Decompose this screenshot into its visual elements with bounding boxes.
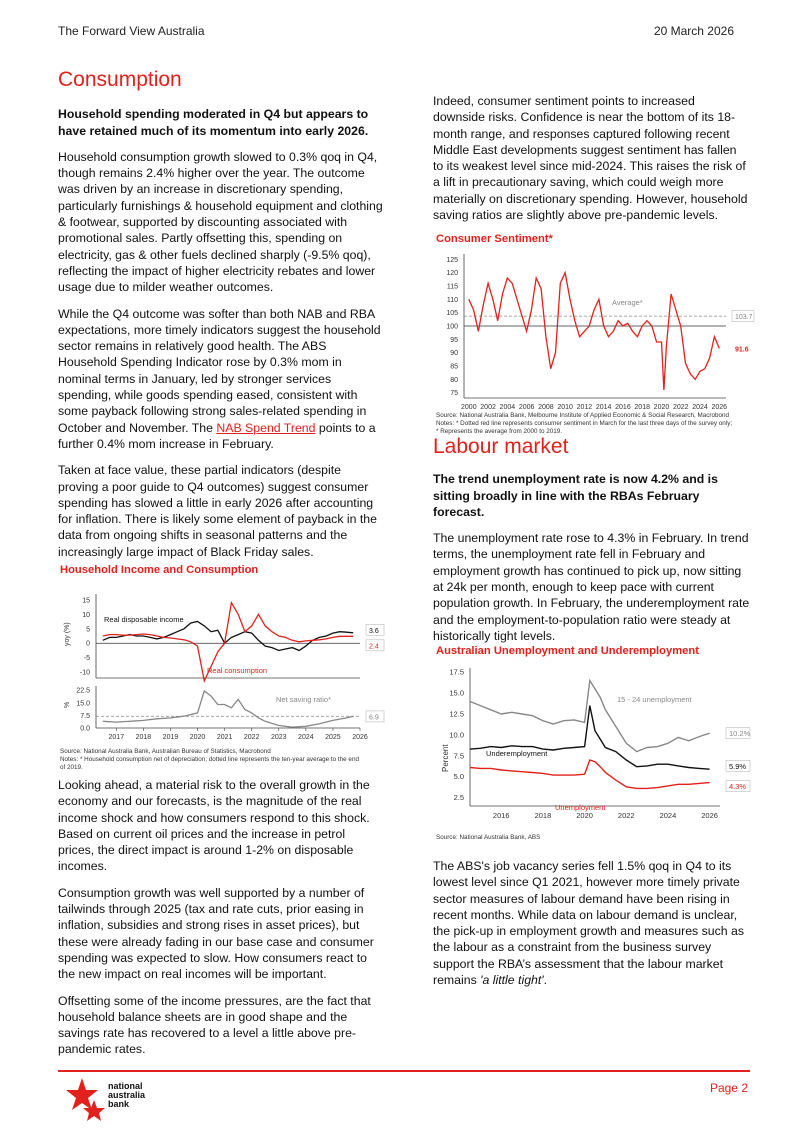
chart-title: Household Income and Consumption xyxy=(60,564,259,576)
paragraph-text: . xyxy=(543,973,548,988)
nab-wordmark: national australia bank xyxy=(108,1081,146,1109)
x-tick-label: 2004 xyxy=(499,404,516,410)
consumption-lead: Household spending moderated in Q4 but appears to have retained much of its momentum into early 2026. xyxy=(58,107,369,138)
left-column-lower xyxy=(58,777,383,1068)
end-value-consumption: 2.4 xyxy=(369,643,379,651)
average-label: Average* xyxy=(612,298,643,307)
consumption-paragraph: Household consumption growth slowed to 0.3% qoq in Q4, though remains 2.4% higher over the year. The outcome was driven by an increase in discretionary spending, particularly furnishings & household equipment and clothing & footwear, supported by discounting associated with promotional sales. Partly offsetting this, spending on electricity, gas & other fuels declined sharply (-9.5% qoq), reflecting the impact of higher electricity rebates and lower usage due to milder weather outcomes. xyxy=(58,149,383,295)
y-tick-label: 10 xyxy=(82,611,90,619)
end-value-sentiment: 91.6 xyxy=(735,346,749,354)
x-tick-label: 2008 xyxy=(538,404,554,410)
series-label-income: Real disposable income xyxy=(104,615,184,624)
quote-text: 'a little tight' xyxy=(480,973,544,988)
x-tick-label: 2002 xyxy=(480,404,496,410)
unemployment-chart xyxy=(436,645,756,842)
y-tick-label: 75 xyxy=(450,390,458,398)
x-tick-label: 2026 xyxy=(352,734,368,741)
consumption-paragraph: Looking ahead, a material risk to the overall growth in the economy and our forecasts, is the magnitude of the real income shock and how consumers respond to this shock. Based on current oil prices and the increase in petrol prices, the direct impact is around 1-2% on disposable incomes. xyxy=(58,778,370,874)
x-tick-label: 2026 xyxy=(711,404,728,410)
y-tick-label: 7.5 xyxy=(80,712,90,720)
x-tick-label: 2018 xyxy=(634,404,650,410)
y-axis-label: % xyxy=(64,701,71,708)
end-value-underemployment: 5.9% xyxy=(729,761,747,771)
labour-heading: Labour market xyxy=(433,435,569,458)
chart-source: Source: National Australia Bank, Melbourne Institute of Applied Economic & Social Research, Macrobond xyxy=(436,412,729,419)
series-line xyxy=(470,760,710,788)
chart-notes: Notes: * Dotted red line represents consumer sentiment in March for the last three days of the survey only; * Represents the average from 2000 to 2019. xyxy=(436,420,733,435)
page-number: Page 2 xyxy=(709,1081,748,1095)
y-tick-label: 120 xyxy=(446,270,458,278)
household-chart-svg xyxy=(60,578,390,746)
publication-date: 20 March 2026 xyxy=(653,24,734,38)
paragraph-text: points to a further 0.4% mom increase in February. xyxy=(58,420,376,451)
y-tick-label: 15 xyxy=(82,597,90,605)
chart-source: Source: National Australia Bank, ABS xyxy=(436,834,541,841)
y-axis-label: yoy (%) xyxy=(64,622,71,646)
x-tick-label: 2006 xyxy=(518,404,535,410)
chart-notes: Notes: * Household consumption net of depreciation; dotted line represents the ten-year average to the end of 2019. xyxy=(60,756,359,771)
footer-rule xyxy=(58,1070,750,1072)
publication-title: The Forward View Australia xyxy=(58,24,205,38)
x-tick-label: 2018 xyxy=(534,811,552,820)
paragraph-text: The ABS's job vacancy series fell 1.5% qoq in Q4 to its lowest level since Q1 2021, however more timely private sector measures of labour demand have been rising in recent months. While data on labour demand is unclear, the pick-up in employment growth and measures such as the labour as a constraint from the business survey support the RBA’s assessment that the labour market remains xyxy=(433,859,744,988)
labour-section xyxy=(433,435,753,654)
x-tick-label: 2022 xyxy=(617,811,635,820)
chart-title: Australian Unemployment and Underemployment xyxy=(436,645,699,657)
x-tick-label: 2016 xyxy=(615,404,631,410)
x-tick-label: 2023 xyxy=(270,734,287,741)
x-tick-label: 2024 xyxy=(692,404,708,410)
y-tick-label: 22.5 xyxy=(76,687,90,695)
x-tick-label: 2024 xyxy=(298,734,314,741)
y-tick-label: 5 xyxy=(86,626,90,634)
y-tick-label: 5.0 xyxy=(453,772,464,782)
y-tick-label: 105 xyxy=(446,310,458,318)
end-value-income: 3.6 xyxy=(369,627,379,635)
consumption-paragraph: Consumption growth was well supported by a number of tailwinds through 2025 (tax and rate cuts, prior easing in inflation, subsidies and strong rises in asset prices), but these were already fading in our base case and consumer spending was expected to slow. How consumers react to the new impact on real incomes will be important. xyxy=(58,885,374,982)
unemployment-chart-svg xyxy=(436,660,756,830)
series-label-consumption: Real consumption xyxy=(207,666,268,675)
end-value-youth: 10.2% xyxy=(729,729,751,739)
y-tick-label: 80 xyxy=(450,376,458,384)
series-label-underemployment: Underemployment xyxy=(486,749,548,758)
consumption-paragraph: Indeed, consumer sentiment points to increased downside risks. Confidence is near the bottom of its 18-month range, and responses captured following recent Middle East developments suggest sentiment has fallen to its weakest level since mid-2024. This raises the risk of a lift in precautionary saving, which could weigh more materially on discretionary spending. However, household saving ratios are slightly above pre-pandemic levels. xyxy=(433,94,748,223)
x-tick-label: 2022 xyxy=(243,734,260,741)
x-tick-label: 2025 xyxy=(325,734,341,741)
y-tick-label: 100 xyxy=(446,323,458,331)
y-tick-label: 90 xyxy=(450,350,458,358)
labour-paragraph: The unemployment rate rose to 4.3% in February. In trend terms, the unemployment rate fell in February and employment growth has continued to pick up, now sitting at 24k per month, enough to keep pace with current population growth. In February, the underemployment rate and the employment-to-population ratio were steady at historically tight levels. xyxy=(433,531,750,643)
y-tick-label: 95 xyxy=(450,336,458,344)
x-tick-label: 2020 xyxy=(576,811,593,820)
chart-source: Source: National Australia Bank, Australian Bureau of Statistics, Macrobond xyxy=(60,748,271,755)
x-tick-label: 2017 xyxy=(108,734,125,741)
end-value-unemployment: 4.3% xyxy=(729,781,747,791)
consumption-paragraph: Offsetting some of the income pressures, are the fact that household balance sheets are in good shape and the savings rate has recovered to a level a little above pre-pandemic rates. xyxy=(58,993,371,1057)
series-line xyxy=(469,273,720,390)
series-label-unemployment: Unemployment xyxy=(555,803,606,812)
series-line xyxy=(470,681,710,752)
series-label-youth: 15 - 24 unemployment xyxy=(617,695,692,704)
chart-title: Consumer Sentiment* xyxy=(436,233,553,245)
y-tick-label: 15.0 xyxy=(449,688,464,698)
series-label-saving: Net saving ratio* xyxy=(276,695,332,704)
x-tick-label: 2000 xyxy=(461,404,477,410)
y-tick-label: 85 xyxy=(450,363,458,371)
y-tick-label: 12.5 xyxy=(449,709,464,719)
sentiment-chart xyxy=(436,233,756,436)
x-tick-label: 2020 xyxy=(189,734,206,741)
y-tick-label: 125 xyxy=(446,256,458,264)
labour-paragraph xyxy=(433,858,753,988)
consumption-heading: Consumption xyxy=(58,68,182,91)
x-tick-label: 2019 xyxy=(162,734,179,741)
x-tick-label: 2022 xyxy=(672,404,689,410)
consumption-paragraph xyxy=(58,306,383,453)
labour-section-lower xyxy=(433,858,753,998)
nab-logo xyxy=(64,1076,154,1127)
y-tick-label: 15.0 xyxy=(76,700,90,708)
x-tick-label: 2010 xyxy=(557,404,573,410)
x-tick-label: 2020 xyxy=(653,404,670,410)
y-tick-label: 2.5 xyxy=(453,793,464,803)
y-tick-label: 17.5 xyxy=(449,667,464,677)
consumption-paragraph: Taken at face value, these partial indicators (despite proving a poor guide to Q4 outcomes) suggest consumer spending has slowed a little in early 2026 after accounting for inflation. There is likely some element of payback in the data from ongoing shifts in seasonal patterns and the increasingly large impact of Black Friday sales. xyxy=(58,463,377,559)
end-value-avg: 103.7 xyxy=(735,314,753,322)
paragraph-text: While the Q4 outcome was softer than both NAB and RBA expectations, more timely indicators suggest the household sector remains in relatively good health. The ABS Household Spending Indicator rose by 0.3% mom in nominal terms in January, led by stronger services spending, while goods spending eased, consistent with some payback following strong sales-related spending in October and November. The xyxy=(58,306,381,435)
y-tick-label: 0 xyxy=(86,640,90,648)
y-tick-label: -10 xyxy=(79,669,90,677)
x-tick-label: 2024 xyxy=(659,811,677,820)
right-column xyxy=(433,93,748,233)
y-tick-label: -5 xyxy=(83,655,90,663)
y-tick-label: 115 xyxy=(446,283,458,291)
x-tick-label: 2018 xyxy=(135,734,152,741)
y-axis-label: Percent xyxy=(441,744,450,772)
labour-lead: The trend unemployment rate is now 4.2% and is sitting broadly in line with the RBAs February forecast. xyxy=(433,472,718,519)
x-tick-label: 2016 xyxy=(492,811,510,820)
nab-spend-trend-link[interactable]: NAB Spend Trend xyxy=(216,420,316,435)
x-tick-label: 2012 xyxy=(576,404,593,410)
y-tick-label: 110 xyxy=(446,296,458,304)
x-tick-label: 2021 xyxy=(216,734,233,741)
left-column xyxy=(58,68,383,570)
x-tick-label: 2014 xyxy=(595,404,612,410)
sentiment-chart-svg xyxy=(436,248,756,410)
y-tick-label: 7.5 xyxy=(453,751,464,761)
end-value-saving: 6.9 xyxy=(369,714,379,722)
y-tick-label: 0.0 xyxy=(80,725,90,733)
y-tick-label: 10.0 xyxy=(449,730,464,740)
household-chart xyxy=(60,564,390,772)
x-tick-label: 2026 xyxy=(701,811,718,820)
